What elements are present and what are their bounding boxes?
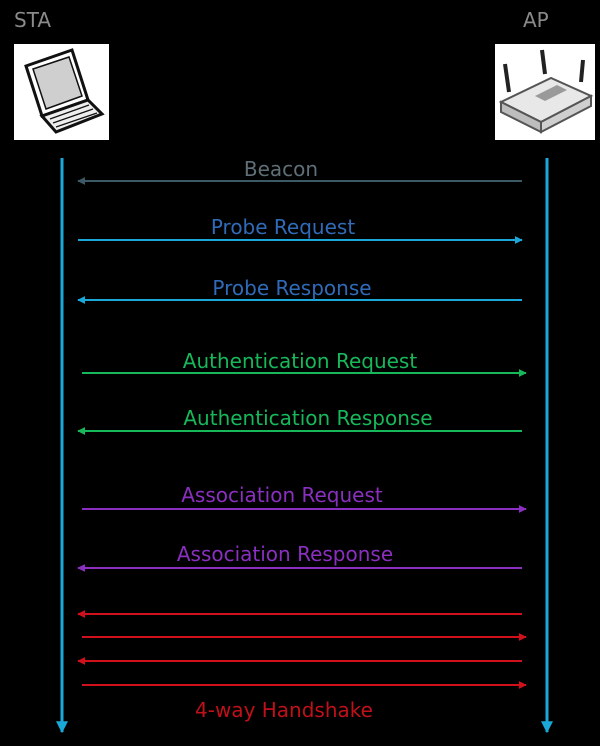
message-label: Association Response bbox=[176, 542, 394, 566]
message-label: Beacon bbox=[243, 157, 319, 181]
message-label: Probe Request bbox=[210, 215, 356, 239]
message-label: Probe Response bbox=[212, 276, 372, 300]
message-label: Authentication Request bbox=[182, 349, 418, 373]
sta-label: STA bbox=[14, 8, 52, 32]
handshake-label: 4-way Handshake bbox=[195, 698, 373, 722]
ap-label: AP bbox=[523, 8, 549, 32]
message-label: Authentication Response bbox=[183, 406, 433, 430]
message-label: Association Request bbox=[181, 483, 383, 507]
